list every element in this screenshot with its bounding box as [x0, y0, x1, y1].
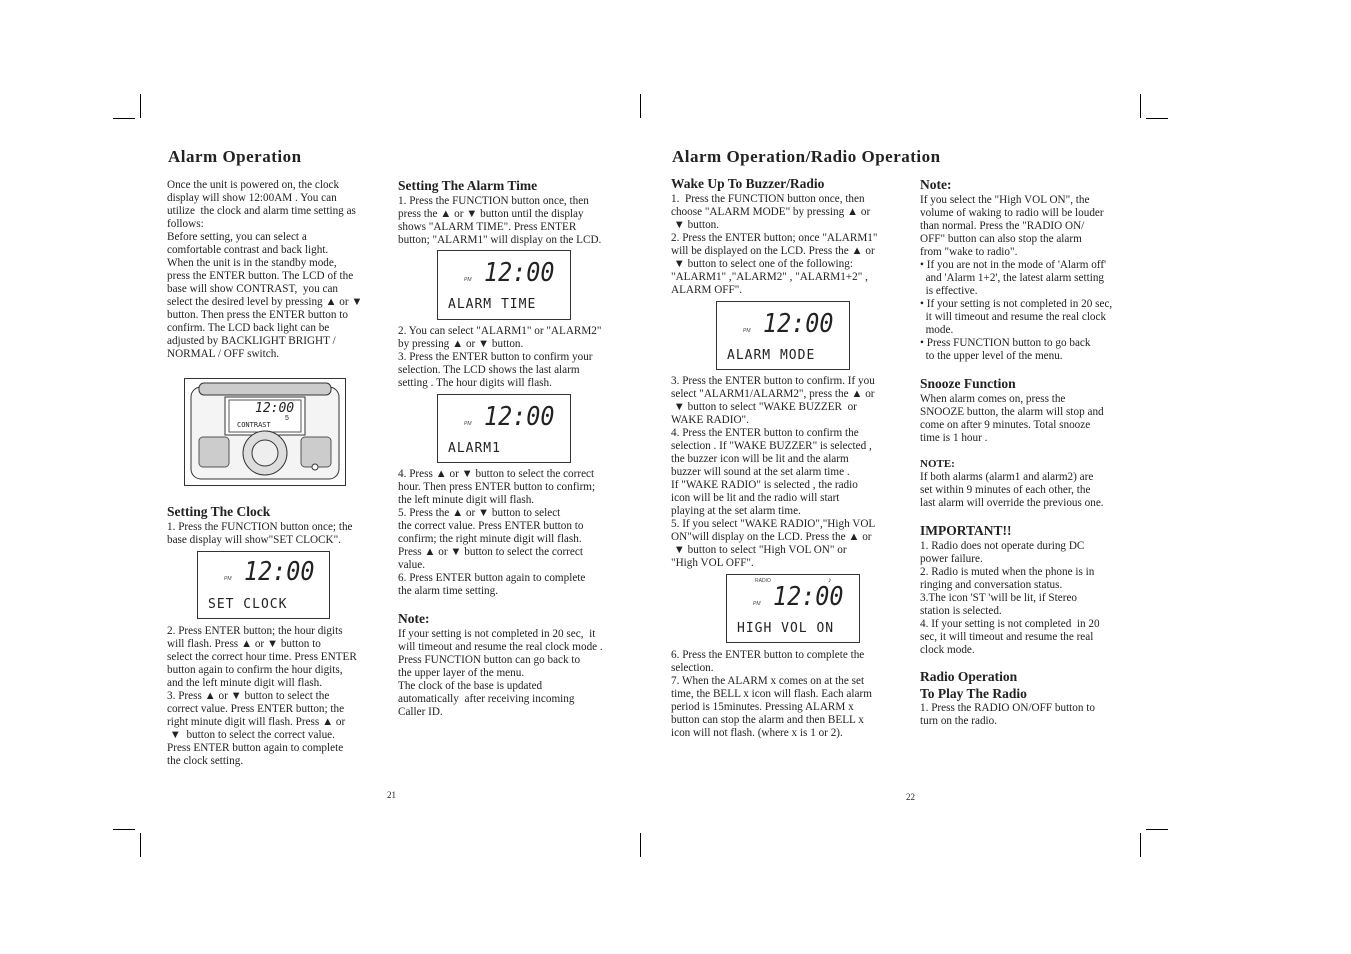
lcd-mode-text: HIGH VOL ON [737, 621, 835, 636]
wake-steps67 [671, 649, 911, 740]
lcd-pm-indicator: PM [224, 576, 232, 582]
wake-steps67-text: 6. Press the ENTER button to complete the selection. 7. When the ALARM x comes on at the set time, the BELL x icon will flash. Each alarm period is 15minutes. Pressing ALARM x button can stop the alarm and then BELL x icon will not flash. (where x is 1 or 2). [671, 649, 872, 739]
device-drawing [185, 379, 345, 485]
clock-steps-text: 2. Press ENTER button; the hour digits will flash. Press ▲ or ▼ button to select the correct hour time. Press ENTER button again to confirm the hour digits, and the left minute digit will flash. 3. Press ▲ or ▼ button to select the correct value. Press ENTER button; the right minute digit will flash. Press ▲ or ▼ button to select the correct value. Press ENTER button again to complete the clock setting. [167, 625, 357, 767]
alarm-time-steps456-text: 4. Press ▲ or ▼ button to select the correct hour. Then press ENTER button to confirm; the left minute digit will flash. 5. Press the ▲ or ▼ button to select the correct value. Press ENTER button to confirm; the right minute digit will flash. Press ▲ or ▼ button to select the correct value. 6. Press ENTER button again to complete the alarm time setting. [398, 468, 596, 597]
snooze-text: When alarm comes on, press the SNOOZE button, the alarm will stop and come on after 9 minutes. Total snooze time is 1 hour . [920, 393, 1104, 444]
lcd-radio-indicator: RADIO [755, 578, 771, 584]
alarm-time-step1 [398, 195, 633, 247]
lcd-time: 12:00 [484, 258, 555, 288]
alarm-time-heading: Setting The Alarm Time [398, 178, 538, 193]
alarm-time-steps23-text: 2. You can select "ALARM1" or "ALARM2" by pressing ▲ or ▼ button. 3. Press the ENTER button to confirm your selection. The LCD shows the last alarm setting . The hour digits will flash. [398, 325, 602, 389]
note-bullet: • If your setting is not completed in 20 sec, it will timeout and resume the real clock mode. [920, 298, 1113, 336]
clock-steps [167, 625, 392, 768]
wake-steps345 [671, 375, 911, 570]
lcd-time: 12:00 [763, 309, 834, 339]
crop-mark [140, 94, 141, 118]
note2-heading: NOTE: [920, 458, 955, 470]
lcd-time: 12:00 [244, 557, 315, 587]
crop-mark [113, 829, 135, 830]
lcd-time: 12:00 [773, 582, 844, 612]
lcd-alarm1 [437, 394, 571, 463]
important-text: 1. Radio does not operate during DC power failure. 2. Radio is muted when the phone is in ringing and conversation status. 3.The icon 'ST 'will be lit, if Stereo station is selected. 4. If your setting is not completed in 20 sec, it will timeout and resume the real clock mode. [920, 540, 1100, 656]
crop-mark [140, 833, 141, 857]
note-bullet: • If you are not in the mode of 'Alarm off' and 'Alarm 1+2', the latest alarm setting is effective. [920, 259, 1107, 297]
lcd-alarm-time [437, 250, 571, 320]
crop-mark [1146, 118, 1168, 119]
alarm-time-steps456 [398, 468, 633, 598]
snooze [920, 393, 1145, 445]
alarm-time-steps23 [398, 325, 633, 390]
lcd-high-vol [726, 574, 860, 643]
device-time: 12:00 [255, 401, 295, 416]
alarm-time-step1-text: 1. Press the FUNCTION button once, then press the ▲ or ▼ button until the display shows "ALARM TIME". Press ENTER button; "ALARM1" will display on the LCD. [398, 195, 602, 246]
note-bullet-text: If you are not in the mode of 'Alarm off' and 'Alarm 1+2', the latest alarm setting is effective. [925, 259, 1107, 297]
crop-mark [1146, 829, 1168, 830]
device-mode: CONTRAST [237, 421, 271, 429]
lcd-set-clock [197, 551, 330, 619]
crop-mark [113, 118, 135, 119]
intro-text [167, 179, 392, 361]
lcd-alarm-mode [716, 301, 850, 370]
note-bullet: • Press FUNCTION button to go back to the upper level of the menu. [920, 337, 1091, 362]
left-note [398, 628, 633, 719]
bell-icon: ♪ [828, 576, 832, 584]
wake-steps12 [671, 193, 911, 297]
crop-mark [640, 94, 641, 118]
crop-mark [1140, 94, 1141, 118]
radio-subheading: To Play The Radio [920, 686, 1027, 701]
left-page-title: Alarm Operation [168, 147, 302, 166]
wake-heading: Wake Up To Buzzer/Radio [671, 176, 825, 191]
note-bullet-text: If your setting is not completed in 20 sec, it will timeout and resume the real clock mode. [925, 298, 1113, 336]
lcd-pm-indicator: PM [464, 421, 472, 427]
lcd-pm-indicator: PM [464, 277, 472, 283]
device-digit: 5 [285, 415, 289, 422]
lcd-mode-text: SET CLOCK [208, 597, 288, 612]
radio-heading: Radio Operation [920, 669, 1018, 684]
crop-mark [1140, 833, 1141, 857]
radio [920, 702, 1145, 728]
radio-text: 1. Press the RADIO ON/OFF button to turn on the radio. [920, 702, 1095, 727]
wake-steps345-text: 3. Press the ENTER button to confirm. If you select "ALARM1/ALARM2", press the ▲ or ▼ button to select "WAKE BUZZER or WAKE RADIO". 4. Press the ENTER button to confirm the selection . If "WAKE BUZZER" is selected , the buzzer icon will be lit and the alarm buzzer will sound at the set alarm time . If "WAKE RADIO" is selected , the radio icon will be lit and the radio will start playing at the set alarm time. 5. If you select "WAKE RADIO","High VOL ON"will display on the LCD. Press the ▲ or ▼ button to select "High VOL ON" or "High VOL OFF". [671, 375, 876, 569]
crop-mark [640, 833, 641, 857]
base-unit-illustration [184, 378, 346, 486]
lcd-mode-text: ALARM1 [448, 441, 501, 456]
lcd-pm-indicator: PM [753, 601, 761, 607]
important [920, 540, 1145, 657]
right-note-heading: Note: [920, 177, 952, 192]
note2 [920, 471, 1145, 510]
lcd-time: 12:00 [484, 402, 555, 432]
left-note-heading: Note: [398, 611, 430, 626]
important-heading: IMPORTANT!! [920, 523, 1012, 538]
lcd-pm-indicator: PM [743, 328, 751, 334]
intro-paragraph: Once the unit is powered on, the clock display will show 12:00AM . You can utilize the clock and alarm time setting as follows: Before setting, you can select a comfortable contrast and back light. When the unit is in the standby mode, press the ENTER button. The LCD of the base will show CONTRAST, you can select the desired level by pressing ▲ or ▼ button. Then press the ENTER button to confirm. The LCD back light can be adjusted by BACKLIGHT BRIGHT / NORMAL / OFF switch. [167, 179, 363, 360]
note2-text: If both alarms (alarm1 and alarm2) are set within 9 minutes of each other, the last alarm will override the previous one. [920, 471, 1104, 509]
right-note-text: If you select the "High VOL ON", the volume of waking to radio will be louder than normal. Press the "RADIO ON/ OFF" button can also stop the alarm from "wake to radio". [920, 194, 1104, 258]
left-note-text: If your setting is not completed in 20 sec, it will timeout and resume the real clock mode . Press FUNCTION button can go back to the upper layer of the menu. The clock of the base is updated automatically after receiving incoming Caller ID. [398, 628, 603, 718]
snooze-heading: Snooze Function [920, 376, 1016, 391]
wake-steps12-text: 1. Press the FUNCTION button once, then choose "ALARM MODE" by pressing ▲ or ▼ button. 2. Press the ENTER button; once "ALARM1" will be displayed on the LCD. Press the ▲ or ▼ button to select one of the following: "ALARM1" ,"ALARM2" , "ALARM1+2" , ALARM OFF". [671, 193, 878, 296]
clock-step1 [167, 521, 392, 547]
setting-clock-heading: Setting The Clock [167, 504, 271, 519]
right-page-title: Alarm Operation/Radio Operation [672, 147, 941, 166]
note-bullet-text: Press FUNCTION button to go back to the upper level of the menu. [925, 337, 1091, 362]
clock-step1-text: 1. Press the FUNCTION button once; the base display will show"SET CLOCK". [167, 521, 353, 546]
lcd-mode-text: ALARM TIME [448, 297, 537, 312]
lcd-mode-text: ALARM MODE [727, 348, 816, 363]
page-number-left: 21 [387, 790, 396, 800]
page-number-right: 22 [906, 792, 915, 802]
right-note [920, 194, 1145, 363]
